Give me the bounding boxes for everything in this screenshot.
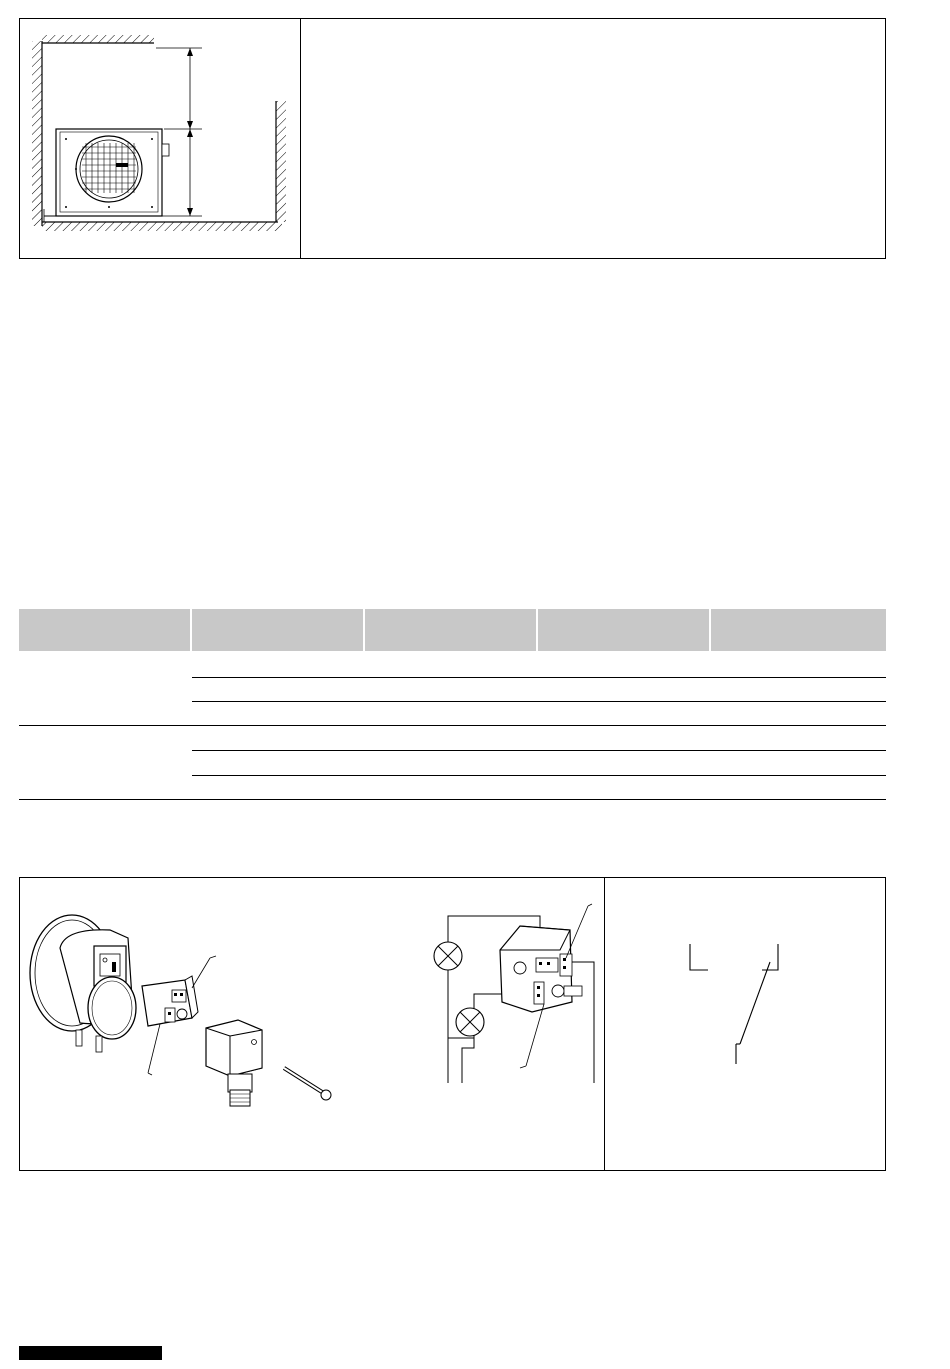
table-header-cell [538, 609, 709, 651]
table-header-cell [711, 609, 886, 651]
table-group-divider [19, 725, 886, 726]
fan-box-installation-icon [20, 19, 300, 258]
top-figure-divider [300, 19, 301, 258]
bottom-figure-panel [19, 877, 886, 1171]
table-header-cell [192, 609, 363, 651]
footer-bar [19, 1346, 162, 1360]
pressure-switch-exploded-icon [20, 878, 360, 1170]
top-figure-panel [19, 18, 886, 259]
table-row-divider [192, 677, 886, 678]
table-row-divider [192, 775, 886, 776]
table-group-divider [19, 799, 886, 800]
pressure-switch-wiring-icon [420, 878, 604, 1170]
table-header-cell [19, 609, 190, 651]
bottom-figure-divider [604, 878, 605, 1170]
table-header-cell [365, 609, 536, 651]
table-row-divider [192, 701, 886, 702]
table-row-divider [192, 750, 886, 751]
switch-contact-icon [680, 938, 790, 1068]
